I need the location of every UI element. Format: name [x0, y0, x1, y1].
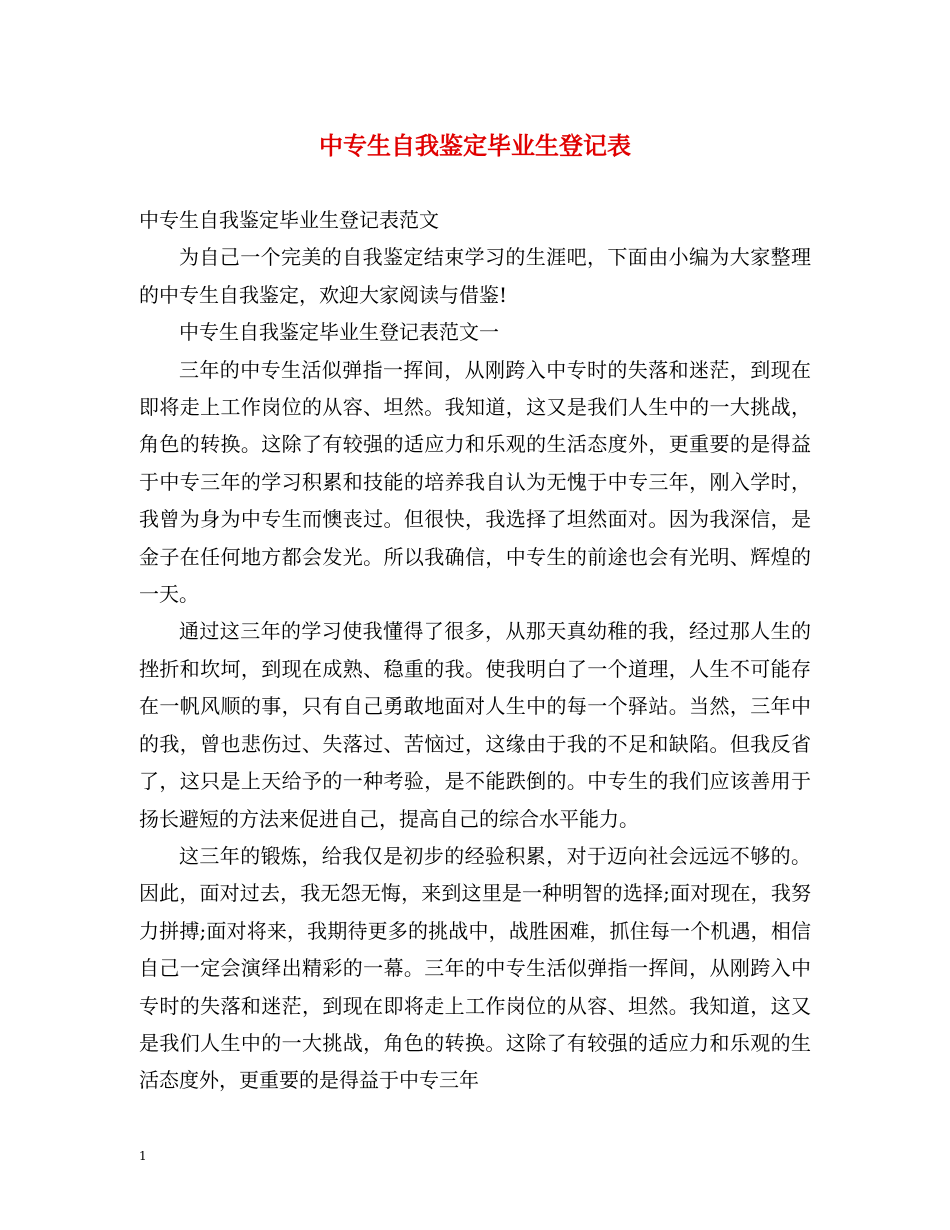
document-paragraph: 为自己一个完美的自我鉴定结束学习的生涯吧，下面由小编为大家整理的中专生自我鉴定，欢迎大家阅读与借鉴! — [139, 245, 811, 307]
document-title: 中专生自我鉴定毕业生登记表 — [319, 131, 631, 160]
document-paragraph: 这三年的锻炼，给我仅是初步的经验积累，对于迈向社会远远不够的。因此，面对过去，我无怨无悔，来到这里是一种明智的选择;面对现在，我努力拼搏;面对将来，我期待更多的挑战中，战胜困难，抓住每一个机遇，相信自己一定会演绎出精彩的一幕。三年的中专生活似弹指一挥间，从刚跨入中专时的失落和迷茫，到现在即将走上工作岗位的从容、坦然。我知道，这又是我们人生中的一大挑战，角色的转换。这除了有较强的适应力和乐观的生活态度外，更重要的是得益于中专三年 — [139, 843, 811, 1093]
document-body — [139, 202, 811, 1100]
page-number: 1 — [139, 1149, 147, 1163]
document-paragraph: 三年的中专生活似弹指一挥间，从刚跨入中专时的失落和迷茫，到现在即将走上工作岗位的从容、坦然。我知道，这又是我们人生中的一大挑战，角色的转换。这除了有较强的适应力和乐观的生活态度外，更重要的是得益于中专三年的学习积累和技能的培养我自认为无愧于中专三年，刚入学时，我曾为身为中专生而懊丧过。但很快，我选择了坦然面对。因为我深信，是金子在任何地方都会发光。所以我确信，中专生的前途也会有光明、辉煌的一天。 — [139, 357, 811, 607]
document-paragraph: 中专生自我鉴定毕业生登记表范文一 — [179, 320, 499, 345]
document-paragraph: 中专生自我鉴定毕业生登记表范文 — [139, 208, 439, 232]
document-paragraph: 通过这三年的学习使我懂得了很多，从那天真幼稚的我，经过那人生的挫折和坎坷，到现在成熟、稳重的我。使我明白了一个道理，人生不可能存在一帆风顺的事，只有自己勇敢地面对人生中的每一个驿站。当然，三年中的我，曾也悲伤过、失落过、苦恼过，这缘由于我的不足和缺陷。但我反省了，这只是上天给予的一种考验，是不能跌倒的。中专生的我们应该善用于扬长避短的方法来促进自己，提高自己的综合水平能力。 — [139, 619, 811, 831]
